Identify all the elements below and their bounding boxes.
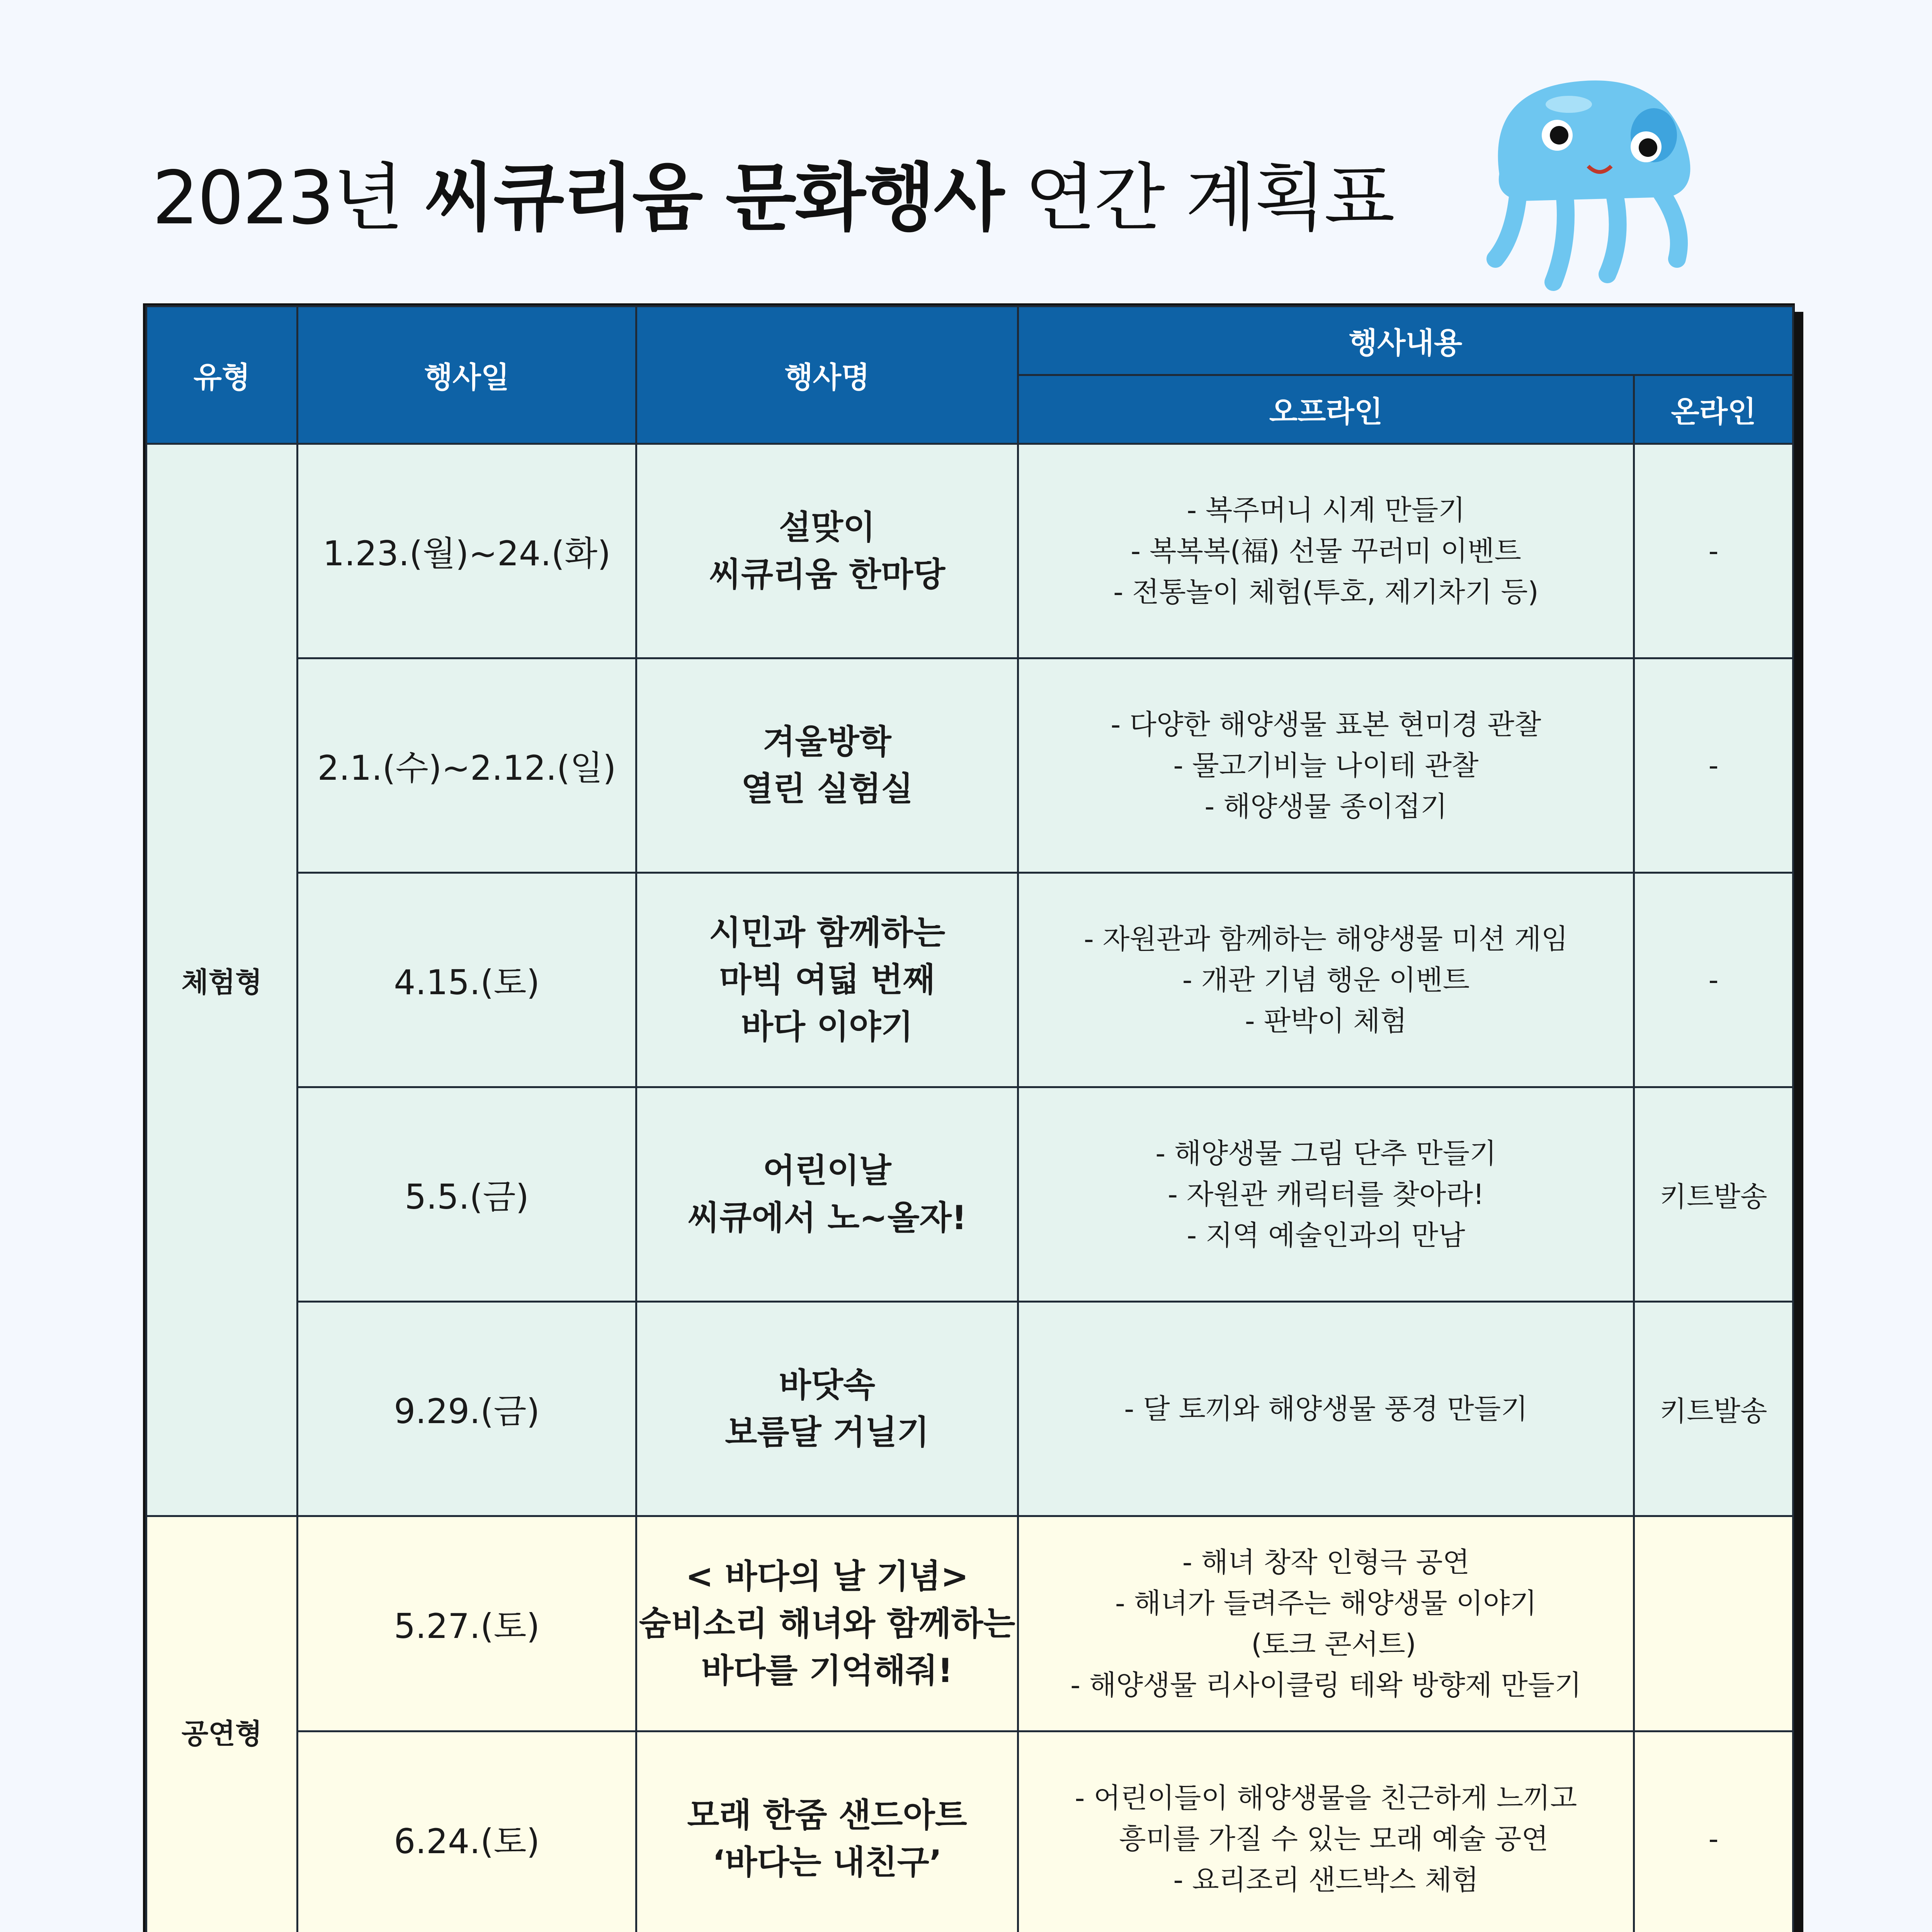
header-date: 행사일	[298, 306, 636, 444]
event-offline: - 자원관과 함께하는 해양생물 미션 게임 - 개관 기념 행운 이벤트 - 판박이 체험	[1018, 873, 1634, 1087]
event-name: 겨울방학 열린 실험실	[636, 658, 1018, 873]
header-name: 행사명	[636, 306, 1018, 444]
page-title	[0, 139, 1546, 245]
title-rest: 연간 계획표	[1025, 155, 1394, 241]
table-row	[146, 1302, 1793, 1516]
event-date: 5.27.(토)	[298, 1516, 636, 1731]
event-online: -	[1634, 658, 1793, 873]
event-online: 키트발송	[1634, 1087, 1793, 1302]
header-type: 유형	[146, 306, 298, 444]
event-offline: - 어린이들이 해양생물을 친근하게 느끼고 흥미를 가질 수 있는 모래 예술 공연 - 요리조리 샌드박스 체험	[1018, 1731, 1634, 1932]
title-year: 2023년	[152, 155, 402, 241]
table-row	[146, 1087, 1793, 1302]
event-name: 바닷속 보름달 거닐기	[636, 1302, 1018, 1516]
event-name: 시민과 함께하는 마빅 여덟 번째 바다 이야기	[636, 873, 1018, 1087]
event-name: 어린이날 씨큐에서 노~올자!	[636, 1087, 1018, 1302]
event-date: 6.24.(토)	[298, 1731, 636, 1932]
event-online: -	[1634, 1731, 1793, 1932]
event-date: 1.23.(월)~24.(화)	[298, 444, 636, 658]
header-online: 온라인	[1634, 375, 1793, 444]
event-name: 설맞이 씨큐리움 한마당	[636, 444, 1018, 658]
header-content: 행사내용	[1018, 306, 1793, 375]
table-row	[146, 658, 1793, 873]
event-schedule-table	[145, 305, 1794, 1932]
title-bold: 씨큐리움 문화행사	[424, 155, 1003, 241]
event-online: -	[1634, 444, 1793, 658]
event-offline: - 해녀 창작 인형극 공연 - 해녀가 들려주는 해양생물 이야기 (토크 콘서트) - 해양생물 리사이클링 테왁 방향제 만들기	[1018, 1516, 1634, 1731]
table-row	[146, 873, 1793, 1087]
header-offline: 오프라인	[1018, 375, 1634, 444]
event-date: 5.5.(금)	[298, 1087, 636, 1302]
event-offline: - 달 토끼와 해양생물 풍경 만들기	[1018, 1302, 1634, 1516]
table-row	[146, 444, 1793, 658]
event-offline: - 복주머니 시계 만들기 - 복복복(福) 선물 꾸러미 이벤트 - 전통놀이 체험(투호, 제기차기 등)	[1018, 444, 1634, 658]
table-row	[146, 1516, 1793, 1731]
event-offline: - 해양생물 그림 단추 만들기 - 자원관 캐릭터를 찾아라! - 지역 예술인과의 만남	[1018, 1087, 1634, 1302]
event-date: 2.1.(수)~2.12.(일)	[298, 658, 636, 873]
event-online: -	[1634, 873, 1793, 1087]
table-row	[146, 1731, 1793, 1932]
event-name: < 바다의 날 기념> 숨비소리 해녀와 함께하는 바다를 기억해줘!	[636, 1516, 1018, 1731]
event-name: 모래 한줌 샌드아트 ‘바다는 내친구’	[636, 1731, 1018, 1932]
event-date: 4.15.(토)	[298, 873, 636, 1087]
jellyfish-mascot-icon	[1453, 58, 1747, 298]
event-online	[1634, 1516, 1793, 1731]
event-online: 키트발송	[1634, 1302, 1793, 1516]
event-date: 9.29.(금)	[298, 1302, 636, 1516]
group-experience: 체험형	[146, 444, 298, 1516]
group-performance: 공연형	[146, 1516, 298, 1932]
event-offline: - 다양한 해양생물 표본 현미경 관찰 - 물고기비늘 나이테 관찰 - 해양생물 종이접기	[1018, 658, 1634, 873]
